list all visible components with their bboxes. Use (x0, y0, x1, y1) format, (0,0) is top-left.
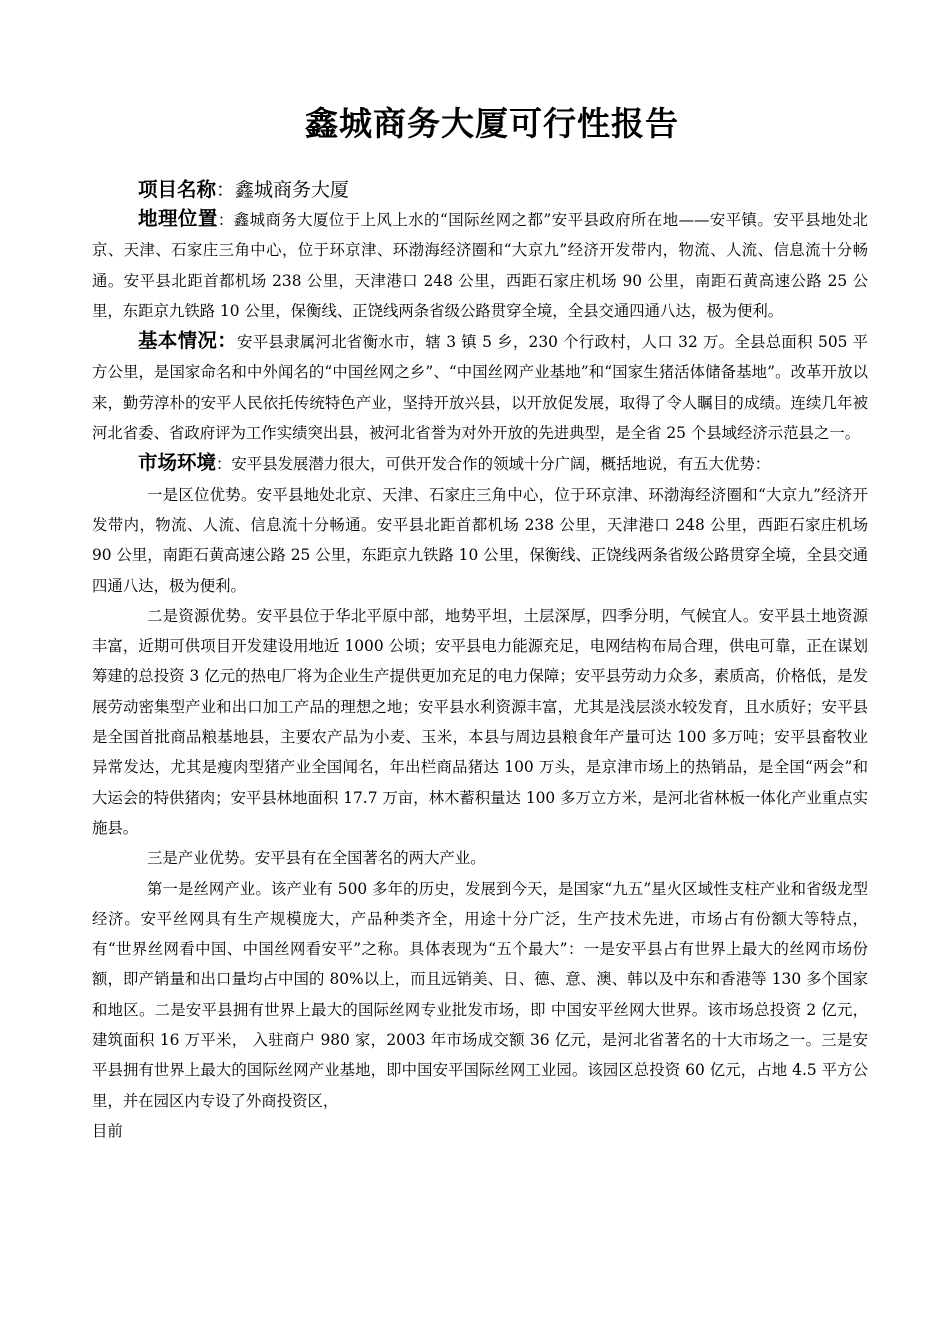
location-separator: ： (217, 211, 234, 229)
location-label: 地理位置 (138, 207, 218, 230)
location-paragraph (92, 204, 868, 326)
project-name-line (138, 174, 349, 202)
document-body (92, 204, 868, 1146)
market-paragraph (92, 448, 868, 479)
trailing-text: 目前 (92, 1121, 123, 1140)
basic-info-text: 安平县隶属河北省衡水市，辖 3 镇 5 乡，230 个行政村，人口 32 万。全县总面积 505 平方公里，是国家命名和中外闻名的“中国丝网之乡”、“中国丝网产业基地”和“国家生猪活体储备基地”。改革开放以来，勤劳淳朴的安平人民依托传统特色产业，坚持开放兴县，以开放促发展，取得了令人瞩目的成绩。连续几年被河北省委、省政府评为工作实绩突出县，被河北省誉为对外开放的先进典型，是全省 25 个县域经济示范县之一。 (92, 333, 868, 443)
advantage-paragraph-industry: 三是产业优势。安平县有在全国著名的两大产业。 (147, 849, 486, 868)
location-text: 鑫城商务大厦位于上风上水的“国际丝网之都”安平县政府所在地——安平镇。安平县地处北京、天津、石家庄三角中心，位于环京津、环渤海经济圈和“大京九”经济开发带内，物流、人流、信息流十分畅通。安平县北距首都机场 238 公里，天津港口 248 公里，西距石家庄机场 90 公里，南距石黄高速公路 25 公里，东距京九铁路 10 公里，保衡线、正饶线两条省级公路贯穿全境，全县交通四通八达，极为便利。 (92, 211, 868, 320)
advantage-paragraph-location: 一是区位优势。安平县地处北京、天津、石家庄三角中心，位于环京津、环渤海经济圈和“大京九”经济开发带内，物流、人流、信息流十分畅通。安平县北距首都机场 238 公里，天津港口 248 公里，西距石家庄机场 90 公里，南距石黄高速公路 25 公里，东距京九铁路 10 公里，保衡线、正饶线两条省级公路贯穿全境，全县交通四通八达，极为便利。 (92, 485, 868, 595)
project-name-value: 鑫城商务大厦 (235, 179, 350, 201)
document-title: 鑫城商务大厦可行性报告 (305, 104, 679, 143)
market-separator: ： (216, 455, 232, 474)
market-text: 安平县发展潜力很大，可供开发合作的领域十分广阔，概括地说，有五大优势： (231, 455, 771, 474)
advantage-paragraph-resources: 二是资源优势。安平县位于华北平原中部，地势平坦，土层深厚，四季分明，气候宜人。安平县土地资源丰富，近期可供项目开发建设用地近 1000 公顷；安平县电力能源充足，电网结构布局合理，供电可靠，正在谋划筹建的总投资 3 亿元的热电厂将为企业生产提供更加充足的电力保障；安平县劳动力众多，素质高，价格低，是发展劳动密集型产业和出口加工产品的理想之地；安平县水利资源丰富，尤其是浅层淡水较发育，且水质好；安平县是全国首批商品粮基地县，主要农产品为小麦、玉米，本县与周边县粮食年产量可达 100 多万吨；安平县畜牧业异常发达，尤其是瘦肉型猪产业全国闻名，年出栏商品猪达 100 万头，是京津市场上的热销品，是全国“两会”和大运会的特供猪肉；安平县林地面积 17.7 万亩，林木蓄积量达 100 多万立方米，是河北省林板一体化产业重点实施县。 (92, 606, 868, 837)
basic-info-paragraph (92, 326, 868, 448)
project-name-label: 项目名称 (138, 178, 217, 201)
advantage-paragraph-wire-mesh: 第一是丝网产业。该产业有 500 多年的历史，发展到今天，是国家“九五”星火区域性支柱产业和省级龙型经济。安平丝网具有生产规模庞大，产品种类齐全，用途十分广泛，生产技术先进，市场占有份额大等特点，有“世界丝网看中国、中国丝网看安平”之称。具体表现为“五个最大”：一是安平县占有世界上最大的丝网市场份额，即产销量和出口量均占中国的 80%以上，而且远销美、日、德、意、澳、韩以及中东和香港等 130 多个国家和地区。二是安平县拥有世界上最大的国际丝网专业批发市场，即 中国安平丝网大世界。该市场总投资 2 亿元，建筑面积 16 万平米， 入驻商户 980 家，2003 年市场成交额 36 亿元，是河北省著名的十大市场之一。三是安平县拥有世界上最大的国际丝网产业基地，即中国安平国际丝网工业园。该园区总投资 60 亿元，占地 4.5 平方公里，并在园区内专设了外商投资区， (92, 879, 868, 1110)
project-name-separator: ： (216, 179, 236, 201)
basic-info-label: 基本情况： (138, 329, 238, 353)
market-label: 市场环境 (138, 451, 217, 475)
